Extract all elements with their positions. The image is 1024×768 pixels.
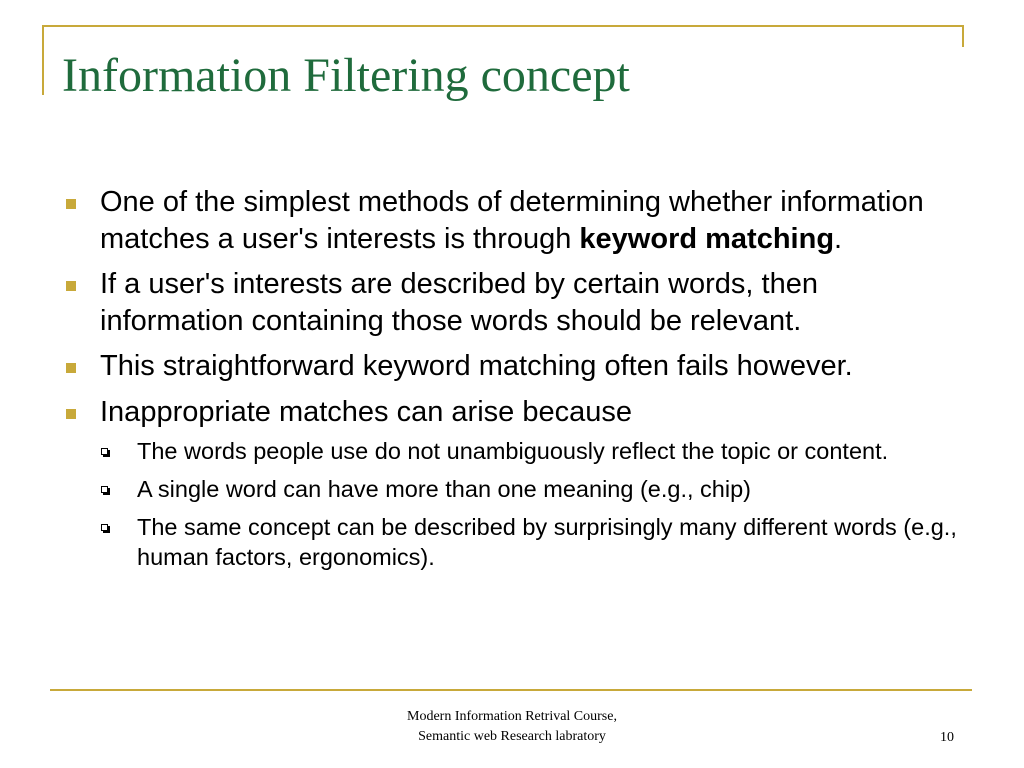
bullet-text: One of the simplest methods of determining whether information matches a user's interests is through (100, 186, 924, 255)
footer (300, 707, 724, 747)
bullet-text: If a user's interests are described by certain words, then information containing those words should be relevant. (100, 268, 818, 337)
bullet-bold-text: keyword matching (579, 222, 835, 255)
footer-line-1: Modern Information Retrival Course, (407, 709, 617, 724)
right-rule (962, 25, 964, 47)
hollow-square-bullet-icon (101, 486, 108, 493)
sub-bullet-text: The same concept can be described by surprisingly many different words (e.g., human factors, ergonomics). (137, 514, 957, 570)
sub-bullet-item (100, 474, 962, 504)
bullet-item (62, 394, 962, 431)
footer-line-2: Semantic web Research labratory (418, 729, 606, 744)
hollow-square-bullet-icon (101, 448, 108, 455)
bullet-item (62, 348, 962, 385)
bottom-rule (50, 689, 972, 691)
sub-bullet-text: The words people use do not unambiguously reflect the topic or content. (137, 438, 889, 464)
sub-bullet-text: A single word can have more than one meaning (e.g., chip) (137, 476, 751, 502)
top-rule (42, 25, 964, 27)
square-bullet-icon (66, 199, 76, 209)
page-number: 10 (940, 730, 954, 745)
bullet-list (62, 184, 962, 572)
hollow-square-bullet-icon (101, 524, 108, 531)
bullet-item (62, 184, 962, 257)
bullet-text-end: . (834, 222, 843, 255)
bullet-text: This straightforward keyword matching often fails however. (100, 350, 853, 382)
bullet-item (62, 266, 962, 339)
bullet-text: Inappropriate matches can arise because (100, 395, 632, 428)
sub-bullet-item (100, 512, 962, 572)
left-rule (42, 25, 44, 95)
square-bullet-icon (66, 281, 76, 291)
sub-bullet-item (100, 436, 962, 466)
square-bullet-icon (66, 409, 76, 419)
square-bullet-icon (66, 363, 76, 373)
slide-title: Information Filtering concept (62, 49, 630, 102)
